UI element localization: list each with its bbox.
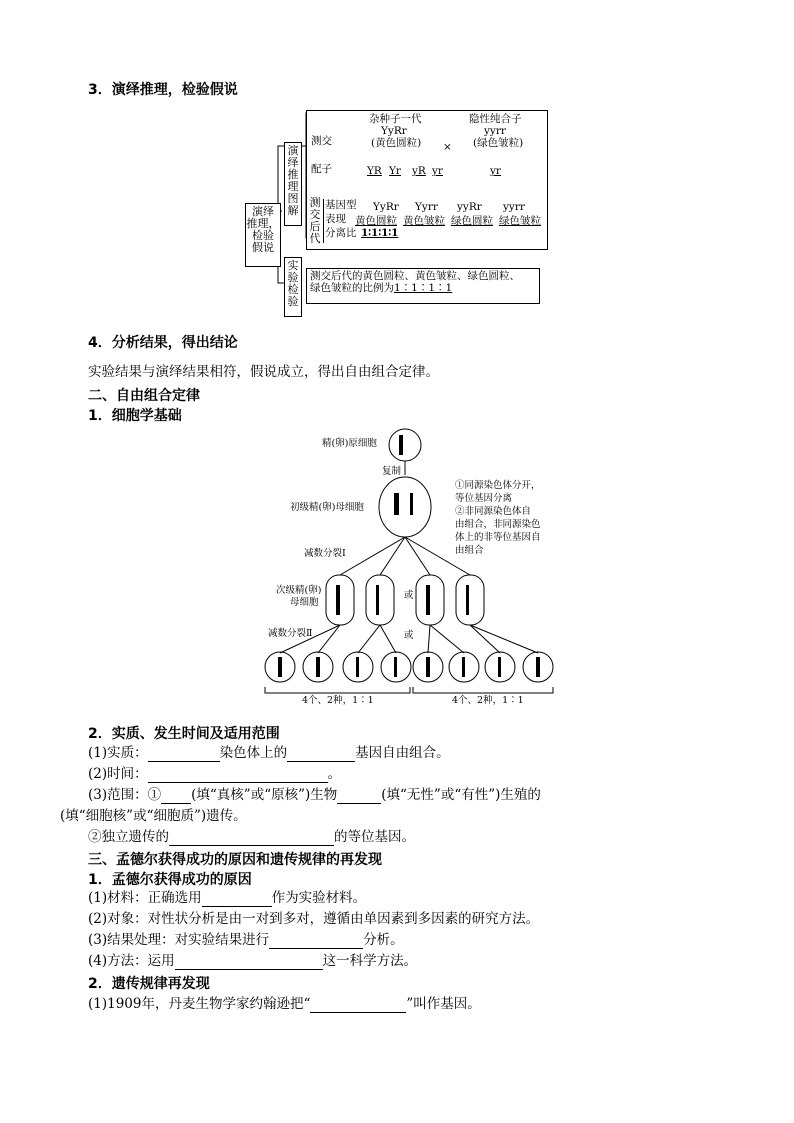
experiment-ratio: 1∶1∶1∶1 xyxy=(394,282,453,294)
gamete: Yr xyxy=(389,165,401,177)
label-meiosis-2: 减数分裂Ⅱ xyxy=(268,628,313,639)
note-line: 体上的非等位基因自 xyxy=(455,532,541,543)
answer-blank[interactable] xyxy=(148,768,328,783)
root-label-line: 假说 xyxy=(252,241,274,254)
result-right: 4个、2种，1∶1 xyxy=(452,695,524,706)
line-text: 分析。 xyxy=(363,932,404,948)
hybrid-genotype: YyRr xyxy=(381,125,407,137)
cross-label: 测交 xyxy=(311,135,332,147)
answer-blank[interactable] xyxy=(175,955,323,970)
line-text: (2)时间： xyxy=(88,766,148,782)
part-heading-3: 三、孟德尔获得成功的原因和遗传规律的再发现 xyxy=(88,852,382,868)
fill-line-material xyxy=(88,889,366,907)
branch-label-box xyxy=(284,257,302,317)
line-text: (填“无性”或“有性”)生殖的 xyxy=(381,787,541,803)
note-line: 由组合，非同源染色 xyxy=(455,519,541,530)
fill-line-result xyxy=(88,931,404,949)
note-line: 等位基因分离 xyxy=(455,493,513,504)
fill-line-time xyxy=(88,765,341,783)
line-text: 。 xyxy=(327,766,342,782)
label-secondary-cell: 次级精(卵) xyxy=(276,585,322,596)
fill-line-independent xyxy=(88,828,415,846)
subheading-success: 1．孟德尔获得成功的原因 xyxy=(88,872,252,888)
label-primary-cell: 初级精(卵)母细胞 xyxy=(290,502,364,513)
branch-label-char: 绎 xyxy=(287,156,299,169)
gamete: yr xyxy=(432,165,443,177)
offspring-label xyxy=(309,197,321,245)
branch-label-char: 理 xyxy=(287,180,299,193)
cross-box xyxy=(306,110,548,250)
branch-label-char: 图 xyxy=(287,192,299,205)
answer-blank[interactable] xyxy=(269,934,363,949)
offspring-genotype: YyRr xyxy=(373,201,399,213)
scope-continuation: (填“细胞核”或“细胞质”)遗传。 xyxy=(60,808,247,824)
result-left: 4个、2种，1∶1 xyxy=(302,695,374,706)
part-heading-2: 二、自由组合定律 xyxy=(88,388,200,404)
conclusion-text: 实验结果与演绎结果相符，假说成立，得出自由组合定律。 xyxy=(88,364,439,380)
label-meiosis-1: 减数分裂Ⅰ xyxy=(304,548,346,559)
offspring-label-char: 交 xyxy=(309,208,321,221)
root-box xyxy=(245,203,281,267)
answer-blank[interactable] xyxy=(148,747,220,762)
line-text: 基因自由组合。 xyxy=(355,745,450,761)
cross-sign: × xyxy=(443,141,452,153)
answer-blank[interactable] xyxy=(310,998,406,1013)
label-secondary-cell: 母细胞 xyxy=(290,597,319,608)
subheading-cell-basis: 1．细胞学基础 xyxy=(88,408,182,424)
ratio-value: 1∶1∶1∶1 xyxy=(361,227,399,239)
answer-blank[interactable] xyxy=(169,831,334,846)
hybrid-title: 杂种子一代 xyxy=(369,113,422,125)
offspring-phenotype: 绿色圆粒 xyxy=(451,215,493,227)
offspring-genotype: Yyrr xyxy=(415,201,438,213)
ratio-label: 分离比 xyxy=(325,227,357,239)
line-text: (3)结果处理：对实验结果进行 xyxy=(88,932,270,948)
section-heading-3: 3．演绎推理，检验假说 xyxy=(88,82,238,98)
answer-blank[interactable] xyxy=(337,789,381,804)
gamete-label: 配子 xyxy=(311,163,332,175)
line-text: (3)范围：① xyxy=(88,787,162,803)
experiment-box xyxy=(306,268,540,304)
fill-line-scope xyxy=(88,786,541,804)
note-line: 由组合 xyxy=(455,545,484,556)
note-line: ②非同源染色体自 xyxy=(455,506,532,517)
hybrid-phenotype: (黄色圆粒) xyxy=(371,137,422,149)
offspring-label-char: 后 xyxy=(309,220,321,233)
branch-label-char: 验 xyxy=(287,271,299,284)
offspring-phenotype: 绿色皱粒 xyxy=(499,215,541,227)
line-text: (1)1909年，丹麦生物学家约翰逊把“ xyxy=(88,996,311,1012)
line-text: 的等位基因。 xyxy=(334,829,415,845)
line-text: ②独立遗传的 xyxy=(88,829,169,845)
label-or: 或 xyxy=(404,590,414,601)
fill-line-method xyxy=(88,952,417,970)
gamete: YR xyxy=(367,165,382,177)
offspring-phenotype: 黄色皱粒 xyxy=(403,215,445,227)
line-text: 作为实验材料。 xyxy=(271,890,367,906)
offspring-genotype: yyrr xyxy=(503,201,525,213)
offspring-genotype: yyRr xyxy=(457,201,482,213)
genotype-label: 基因型 xyxy=(325,199,357,211)
branch-label-char: 验 xyxy=(287,295,299,308)
line-text: (1)实质： xyxy=(88,745,148,761)
subheading-essence: 2．实质、发生时间及适用范围 xyxy=(88,726,280,742)
meiosis-diagram-drawing xyxy=(250,425,560,715)
recessive-genotype: yyrr xyxy=(484,125,506,137)
section-heading-4: 4．分析结果，得出结论 xyxy=(88,335,238,351)
branch-label-char: 检 xyxy=(287,283,299,296)
branch-label-char: 解 xyxy=(287,204,299,217)
gamete-recessive: yr xyxy=(490,165,501,177)
note-line: ①同源染色体分开， xyxy=(455,480,541,491)
root-label-line: 检验 xyxy=(252,229,274,242)
branch-label-char: 演 xyxy=(287,144,299,157)
answer-blank[interactable] xyxy=(202,892,272,907)
line-text: 染色体上的 xyxy=(219,745,288,761)
offspring-bracket xyxy=(323,199,324,243)
line-text: 这一科学方法。 xyxy=(322,953,418,969)
answer-blank[interactable] xyxy=(161,789,191,804)
experiment-text: 绿色皱粒的比例为 xyxy=(310,282,394,294)
fill-line-essence xyxy=(88,744,450,762)
fill-line-gene xyxy=(88,995,481,1013)
root-label-line: 演绎 xyxy=(252,205,274,218)
answer-blank[interactable] xyxy=(287,747,355,762)
offspring-phenotype: 黄色圆粒 xyxy=(355,215,397,227)
recessive-phenotype: (绿色皱粒) xyxy=(473,137,524,149)
object-line: (2)对象：对性状分析是由一对到多对，遵循由单因素到多因素的研究方法。 xyxy=(88,911,540,927)
branch-label-char: 实 xyxy=(287,259,299,272)
branch-label-box xyxy=(284,142,302,226)
label-origin-cell: 精(卵)原细胞 xyxy=(322,438,377,449)
gamete: yR xyxy=(412,165,426,177)
subheading-rediscovery: 2．遗传规律再发现 xyxy=(88,976,210,992)
offspring-label-char: 代 xyxy=(309,232,321,245)
offspring-label-char: 测 xyxy=(309,196,321,209)
line-text: (填“真核”或“原核”)生物 xyxy=(191,787,338,803)
branch-label-char: 推 xyxy=(287,168,299,181)
line-text: (1)材料：正确选用 xyxy=(88,890,202,906)
experiment-text: 测交后代的黄色圆粒、黄色皱粒、绿色圆粒、 xyxy=(310,270,520,282)
recessive-title: 隐性纯合子 xyxy=(469,113,522,125)
line-text: ”叫作基因。 xyxy=(406,996,481,1012)
label-or: 或 xyxy=(404,630,414,641)
label-replication: 复制 xyxy=(382,466,402,477)
root-label-line: 推理， xyxy=(246,217,280,230)
line-text: (4)方法：运用 xyxy=(88,953,175,969)
phenotype-label: 表现 xyxy=(325,213,346,225)
